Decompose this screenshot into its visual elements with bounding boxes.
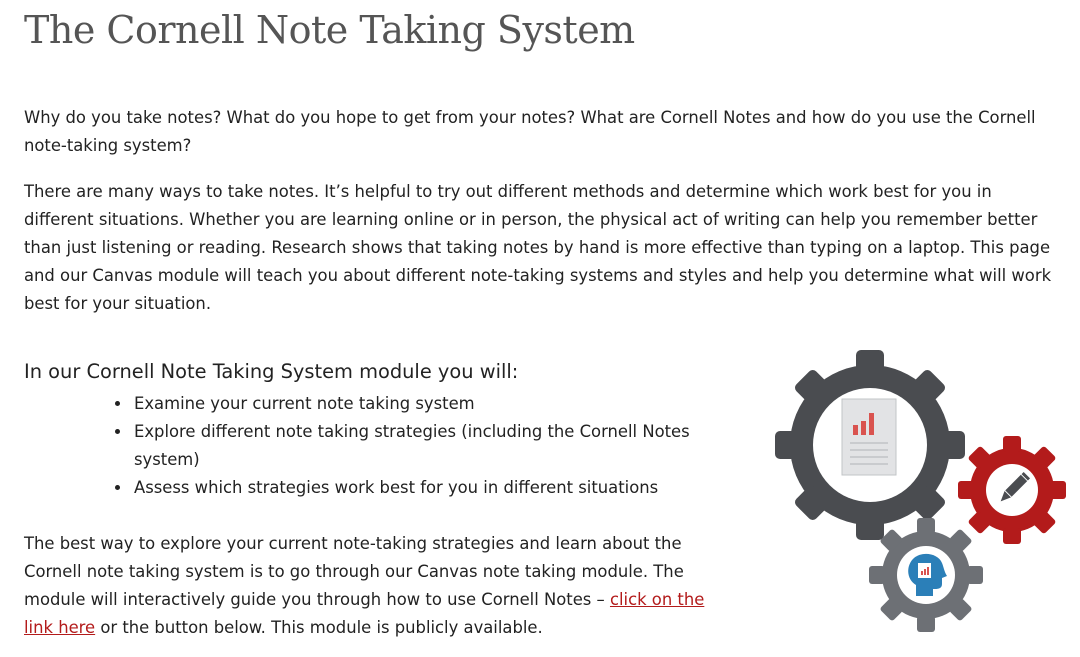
document-chart-icon [842,399,896,475]
intro-body: There are many ways to take notes. It’s helpful to try out different methods and determine which work best for you in different situations. Whether you are learning online or in person, the physical act of writing can help you remember better than just listening or reading. Research shows that taking notes by hand is more effective than typing on a laptop. This page and our Canvas module will teach you about different note-taking systems and styles and help you determine what will work best for your situation. [24,182,1052,313]
pencil-gear-icon [958,436,1066,544]
module-heading: In our Cornell Note Taking System module you will: [24,360,519,383]
closing-paragraph [24,530,734,642]
list-item: • Examine your current note taking system [132,390,752,418]
closing-text-after: or the button below. This module is publicly available. [95,618,543,637]
large-gear-icon [775,350,965,540]
list-item: • Explore different note taking strategies (including the Cornell Notes system) [132,418,752,474]
page-title: The Cornell Note Taking System [24,8,635,52]
canvas-module-link[interactable]: click on the link here [24,590,705,637]
head-gear-icon [869,518,983,632]
intro-questions: Why do you take notes? What do you hope to get from your notes? What are Cornell Notes and how do you use the Cornell note-taking system? [24,108,1036,155]
list-item: • Assess which strategies work best for you in different situations [132,474,752,502]
closing-text-before: The best way to explore your current note-taking strategies and learn about the Cornell note taking system is to go through our Canvas note taking module. The module will interactively guide you through how to use Cornell Notes – [24,534,684,609]
module-goals-list [116,390,752,502]
gears-illustration [770,335,1075,640]
